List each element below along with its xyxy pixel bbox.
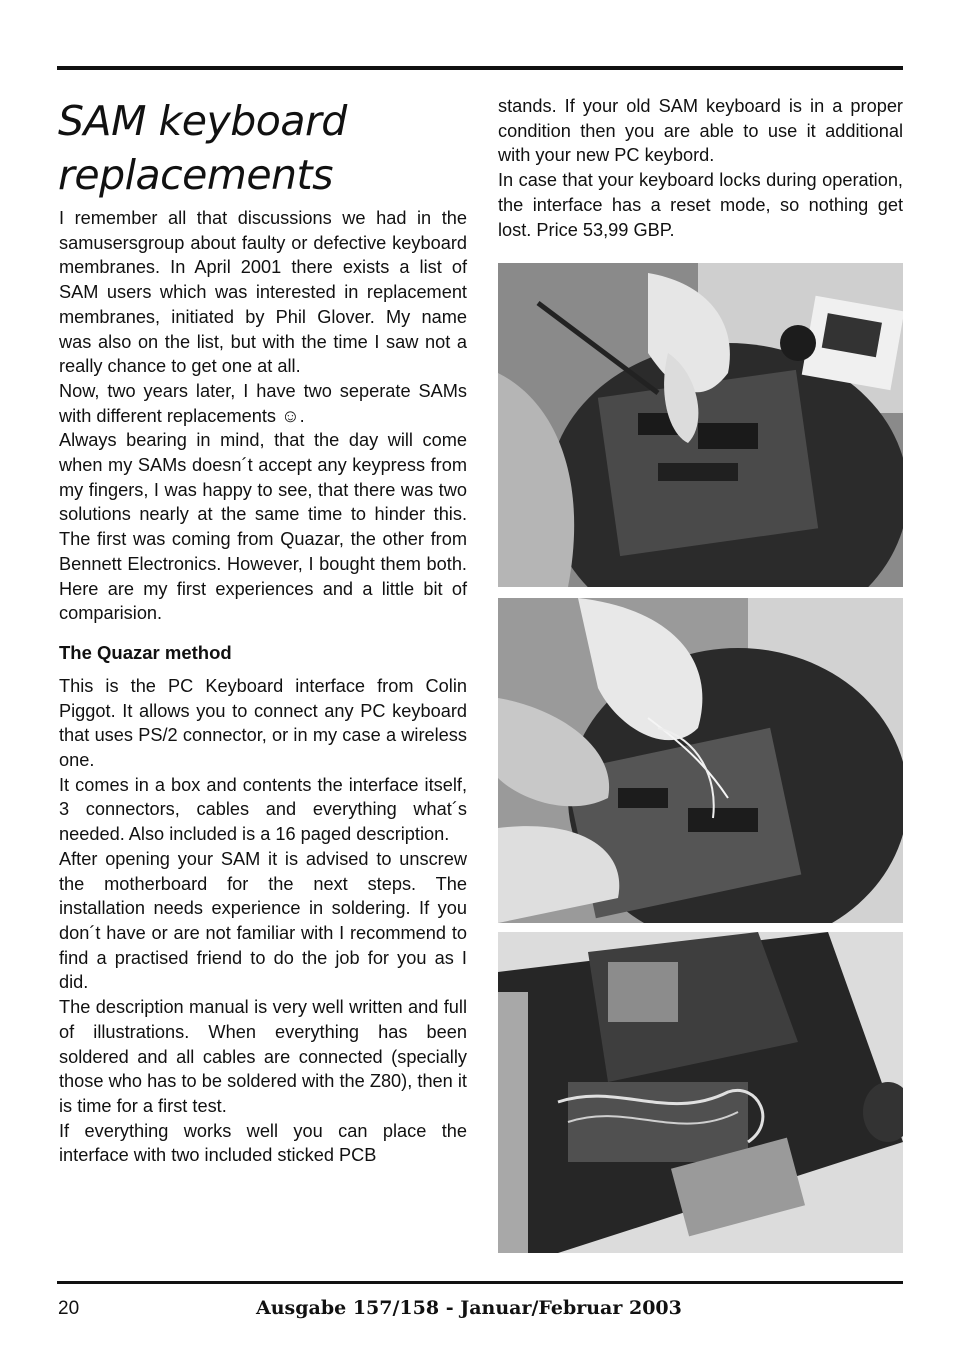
photo-soldering: [498, 263, 903, 587]
photo-wiring-icon: [498, 598, 903, 923]
top-rule: [57, 66, 903, 70]
right-paragraph: In case that your keyboard locks during operation, the interface has a reset mode, so nothing get lost. Price 53,99 GBP.: [498, 170, 903, 240]
right-paragraph: stands. If your old SAM keyboard is in a proper condition then you are able to use it additional with your new PC keybord.: [498, 96, 903, 166]
section-heading: The Quazar method: [59, 641, 232, 663]
intro-paragraph: I remember all that discussions we had in the samusersgroup about faulty or defective keyboard membranes. In April 2001 there exists a list of SAM users which was interested in replacement membranes, initiated by Phil Glover. My name was also on the list, but with the time I saw not a really chance to get one at all.: [59, 208, 467, 377]
right-column: [498, 94, 903, 242]
bottom-rule: [57, 1281, 903, 1284]
intro-paragraph: Now, two years later, I have two seperate SAMs with different replacements ☺.: [59, 380, 467, 426]
section-paragraph: The description manual is very well written and full of illustrations. When everything has been soldered and all cables are connected (specially those who has to be soldered with the Z80), then it is time for a first test.: [59, 997, 467, 1116]
photo-open-case-icon: [498, 932, 903, 1253]
photo-soldering-icon: [498, 263, 903, 587]
left-column: [59, 206, 467, 1168]
section-paragraph: This is the PC Keyboard interface from Colin Piggot. It allows you to connect any PC keyboard that uses PS/2 connector, or in my case a wireless one.: [59, 675, 467, 771]
issue-info: Ausgabe 157/158 - Januar/Februar 2003: [256, 1297, 682, 1319]
photo-open-case: [498, 932, 903, 1253]
photo-wiring: [498, 598, 903, 923]
page-number: 20: [58, 1298, 80, 1319]
section-paragraph: After opening your SAM it is advised to unscrew the motherboard for the next steps. The installation needs experience in soldering. If you don´t have or are not familiar with I recommend to find a practised friend to do the job for you as I did.: [59, 848, 467, 993]
intro-paragraph: Always bearing in mind, that the day will come when my SAMs doesn´t accept any keypress from my fingers, I was happy to see, that there was two solutions nearly at the same time to hinder this. The first was coming from Quazar, the other from Bennett Electronics. However, I bought them both. Here are my first experiences and a little bit of comparision.: [59, 430, 467, 624]
article-title: SAM keyboard replacements: [58, 97, 347, 199]
section-paragraph: It comes in a box and contents the interface itself, 3 connectors, cables and everything what´s needed. Also included is a 16 paged description.: [59, 774, 467, 845]
section-paragraph: If everything works well you can place the interface with two included sticked PCB: [59, 1120, 467, 1166]
